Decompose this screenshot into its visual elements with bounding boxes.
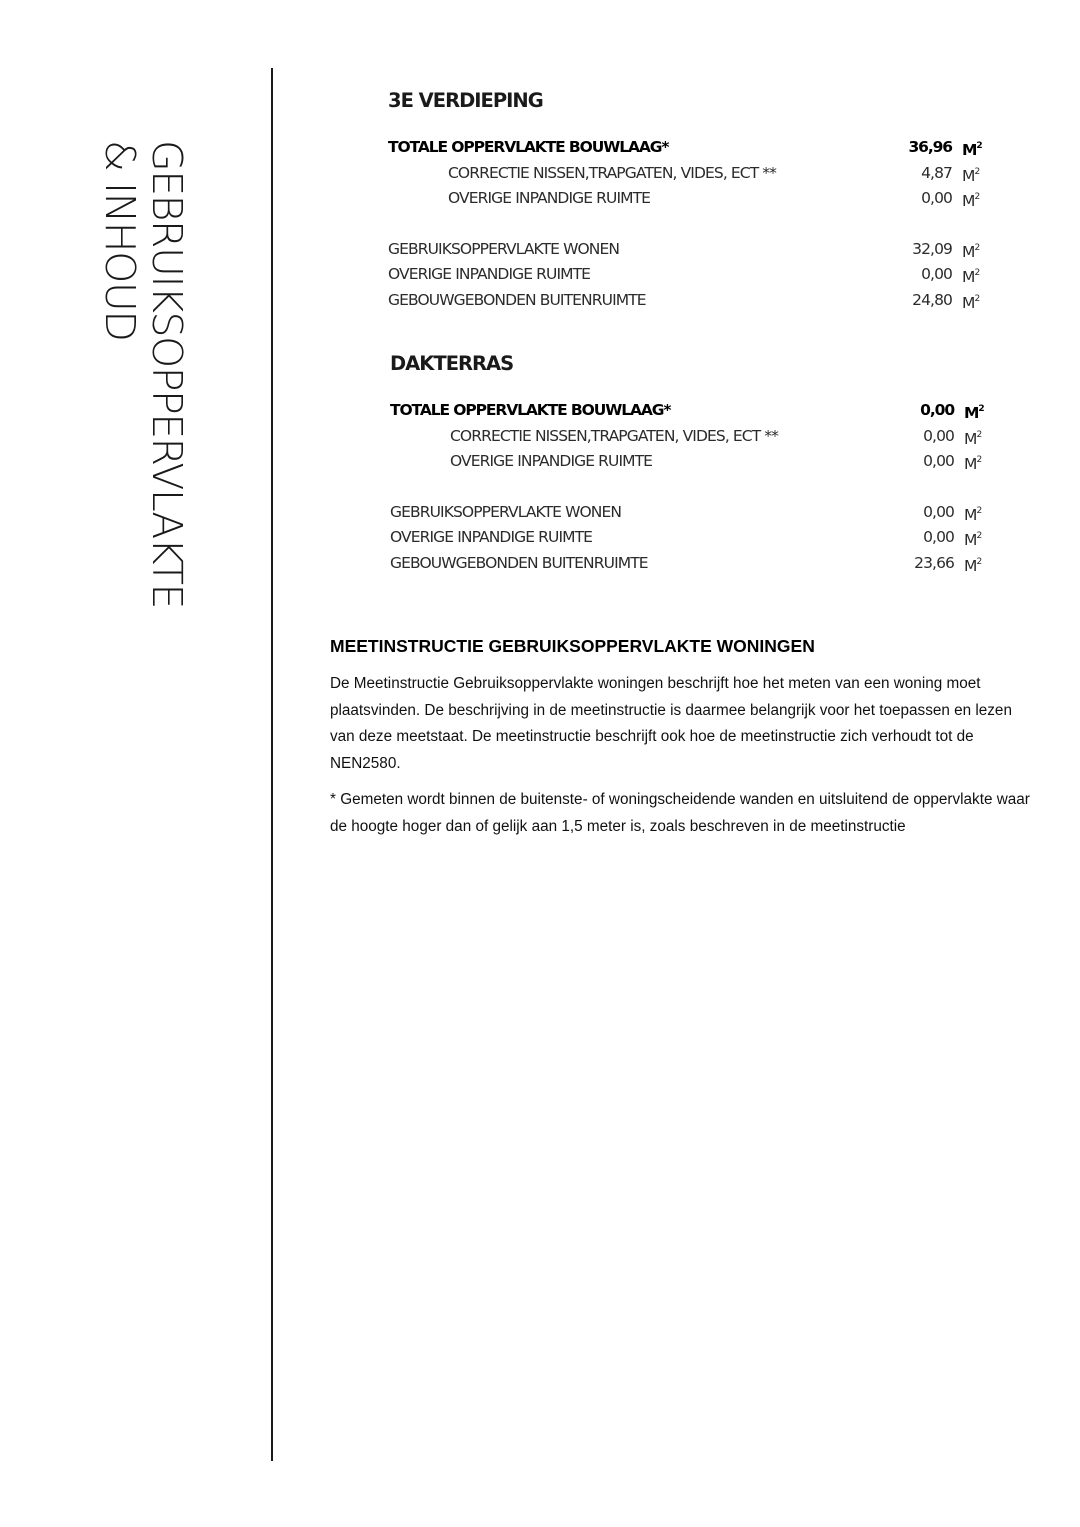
- row-label: GEBOUWGEBONDEN BUITENRUIMTE: [388, 290, 646, 309]
- row-unit: $M^2$: [964, 404, 984, 423]
- section-3e-verdieping: [388, 87, 988, 313]
- row-label: TOTALE OPPERVLAKTE BOUWLAAG*: [390, 401, 671, 419]
- row-unit: $M^2$: [964, 505, 982, 524]
- row-value: 0,00: [923, 426, 954, 445]
- row-value: 0,00: [921, 265, 952, 283]
- row-label: CORRECTIE NISSEN,TRAPGATEN, VIDES, ECT **: [448, 163, 776, 182]
- row-overige-inpandig: [388, 186, 988, 212]
- measurement-heading: MEETINSTRUCTIE GEBRUIKSOPPERVLAKTE WONINGEN: [330, 636, 815, 656]
- row-value: 0,00: [923, 452, 954, 470]
- row-unit: $M^2$: [964, 556, 982, 575]
- row-value: 36,96: [908, 138, 952, 156]
- row-gebruiksoppervlakte: [390, 500, 990, 526]
- row-overige-inpandig: [388, 262, 988, 288]
- row-label: TOTALE OPPERVLAKTE BOUWLAAG*: [388, 138, 669, 156]
- row-value: 0,00: [920, 401, 954, 419]
- row-totale-oppervlakte: [388, 135, 988, 161]
- row-unit: $M^2$: [962, 141, 982, 160]
- row-label: CORRECTIE NISSEN,TRAPGATEN, VIDES, ECT **: [450, 426, 778, 445]
- section-title: 3E VERDIEPING: [388, 89, 543, 112]
- row-value: 0,00: [921, 189, 952, 207]
- row-buitenruimte: [390, 551, 990, 577]
- row-label: OVERIGE INPANDIGE RUIMTE: [448, 189, 651, 207]
- row-overige-inpandig: [390, 525, 990, 551]
- row-unit: $M^2$: [962, 268, 980, 287]
- row-unit: $M^2$: [962, 192, 980, 211]
- row-value: 32,09: [912, 239, 952, 258]
- row-value: 0,00: [923, 502, 954, 521]
- row-overige-inpandig: [390, 449, 990, 475]
- section-title: DAKTERRAS: [390, 352, 514, 375]
- row-label: GEBRUIKSOPPERVLAKTE WONEN: [388, 239, 620, 258]
- row-unit: $M^2$: [962, 166, 980, 185]
- side-title: [90, 140, 190, 660]
- row-buitenruimte: [388, 288, 988, 314]
- row-label: OVERIGE INPANDIGE RUIMTE: [450, 452, 653, 470]
- row-unit: $M^2$: [964, 531, 982, 550]
- measurement-instructions: [330, 636, 1040, 850]
- side-title-text: [96, 140, 190, 608]
- side-title-line-2: & INHOUD: [96, 140, 144, 341]
- section-dakterras: [390, 350, 990, 576]
- row-unit: $M^2$: [964, 429, 982, 448]
- row-value: 0,00: [923, 528, 954, 546]
- row-unit: $M^2$: [964, 455, 982, 474]
- row-value: 4,87: [921, 163, 952, 182]
- row-label: OVERIGE INPANDIGE RUIMTE: [390, 528, 593, 546]
- row-correctie: [390, 424, 990, 450]
- row-label: GEBRUIKSOPPERVLAKTE WONEN: [390, 502, 622, 521]
- row-value: 24,80: [912, 290, 952, 309]
- vertical-divider: [271, 68, 273, 1461]
- row-correctie: [388, 161, 988, 187]
- row-value: 23,66: [914, 553, 954, 572]
- row-gebruiksoppervlakte: [388, 237, 988, 263]
- row-unit: $M^2$: [962, 293, 980, 312]
- measurement-paragraph-2: * Gemeten wordt binnen de buitenste- of woningscheidende wanden en uitsluitend de oppervlakte waar de hoogte hoger dan of gelijk aan 1,5 meter is, zoals beschreven in de meetinstructie: [330, 791, 1030, 835]
- measurement-paragraph-1: De Meetinstructie Gebruiksoppervlakte woningen beschrijft hoe het meten van een woning moet plaatsvinden. De beschrijving in de meetinstructie is daarmee belangrijk voor het toepassen en lezen van deze meetstaat. De meetinstructie beschrijft ook hoe de meetinstructie zich verhoudt tot de NEN2580.: [330, 675, 1012, 772]
- row-unit: $M^2$: [962, 242, 980, 261]
- row-totale-oppervlakte: [390, 398, 990, 424]
- row-label: GEBOUWGEBONDEN BUITENRUIMTE: [390, 553, 648, 572]
- side-title-line-1: GEBRUIKSOPPERVLAKTE: [143, 140, 191, 608]
- row-label: OVERIGE INPANDIGE RUIMTE: [388, 265, 591, 283]
